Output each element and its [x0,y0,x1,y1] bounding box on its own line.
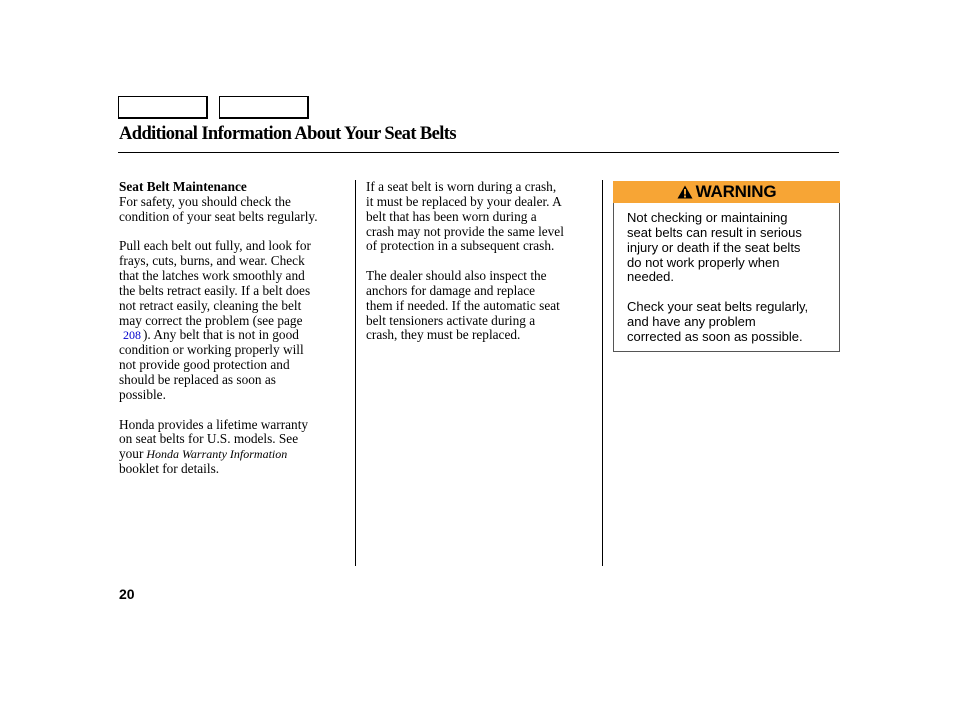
paragraph-intro [119,180,351,225]
text-line: them if needed. If the automatic seat [366,297,560,313]
text-line: anchors for damage and replace [366,282,536,298]
text-line: and have any problem [627,313,756,329]
text-line: not retract easily, cleaning the belt [119,297,302,313]
text-line: needed. [627,269,674,285]
text-line: may correct the problem (see page [119,312,303,328]
column-left [119,180,351,492]
warning-label: WARNING [695,182,777,201]
text-line: injury or death if the seat belts [627,239,801,255]
text-line: Not checking or maintaining [627,210,788,225]
text-line: your [119,446,144,462]
text-line: crash, they must be replaced. [366,327,521,343]
page-title: Additional Information About Your Seat Belts [119,124,456,144]
text-line: Pull each belt out fully, and look for [119,238,311,254]
text-line: booklet for details. [119,461,220,477]
paragraph-dealer-inspection [366,269,598,343]
text-line: on seat belts for U.S. models. See [119,431,299,447]
text-line: not provide good protection and [119,357,290,373]
text-line: that the latches work smoothly and [119,268,305,284]
warning-triangle-icon [677,185,693,199]
text-line: condition or working properly will [119,342,304,358]
text-line: belt tensioners activate during a [366,312,536,328]
text-line: The dealer should also inspect the [366,268,547,284]
text-line: seat belts can result in serious [627,224,802,240]
text-line: condition of your seat belts regularly. [119,208,318,224]
nav-button-next[interactable] [219,96,309,119]
paragraph-inspection [119,239,351,402]
section-subheading: Seat Belt Maintenance [119,179,247,194]
column-middle [366,180,598,358]
text-line: do not work properly when [627,254,780,270]
text-line: it must be replaced by your dealer. A [366,193,562,209]
warning-box [613,181,840,352]
text-line: If a seat belt is worn during a crash, [366,179,557,194]
paragraph-warranty [119,418,351,477]
text-line: ). Any belt that is not in good [143,327,299,343]
booklet-title: Honda Warranty Information [146,447,288,462]
text-line: Check your seat belts regularly, [627,299,809,315]
text-line: For safety, you should check the [119,193,291,209]
text-line: Honda provides a lifetime warranty [119,416,309,432]
page-reference-link[interactable]: 208 [123,328,141,343]
column-divider [355,180,356,566]
text-line: should be replaced as soon as [119,371,276,387]
page-number: 20 [119,586,135,602]
text-line: crash may not provide the same level [366,223,564,239]
text-line: frays, cuts, burns, and wear. Check [119,253,305,269]
text-line: corrected as soon as possible. [627,328,803,344]
warning-body [614,203,839,345]
text-line: belt that has been worn during a [366,208,537,224]
text-line: of protection in a subsequent crash. [366,238,555,254]
warning-paragraph [627,211,839,285]
column-divider [602,180,603,566]
nav-button-previous[interactable] [118,96,208,119]
warning-paragraph [627,300,839,345]
title-divider [118,152,839,153]
paragraph-replacement [366,180,598,254]
warning-header [613,181,840,203]
text-line: the belts retract easily. If a belt does [119,282,311,298]
text-line: possible. [119,386,166,402]
